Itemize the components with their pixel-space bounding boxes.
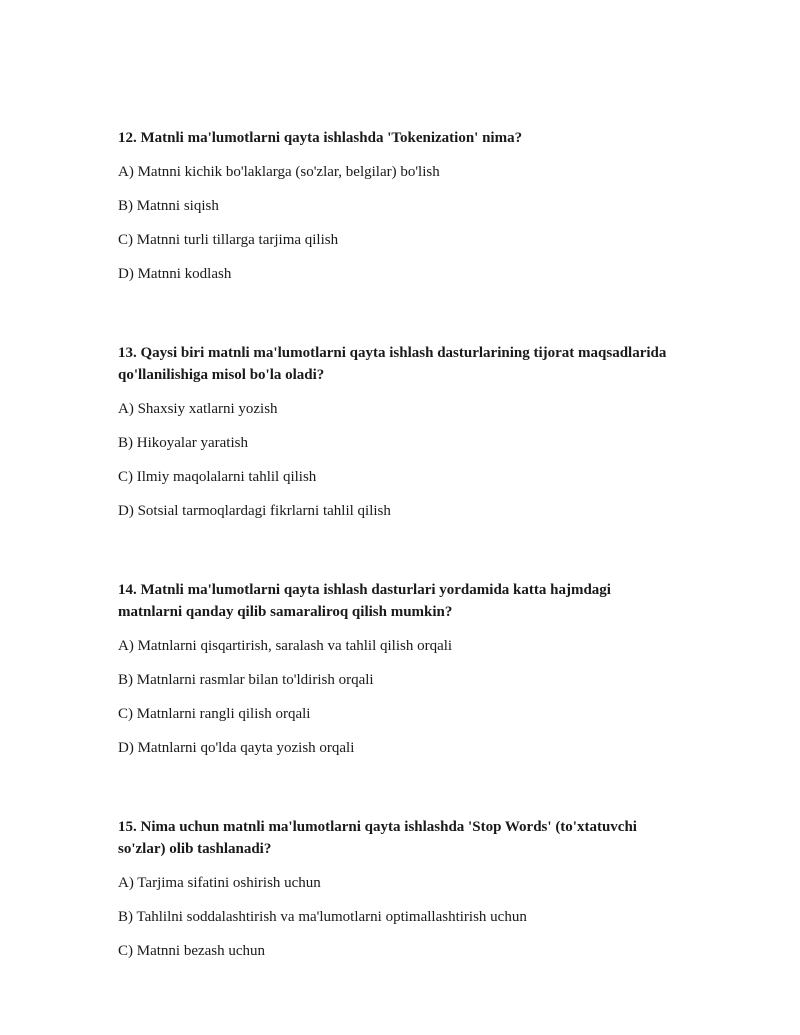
question-text: 12. Matnli ma'lumotlarni qayta ishlashda 'Tokenization' nima? bbox=[118, 130, 523, 146]
option-b: B) Hikoyalar yaratish bbox=[118, 435, 248, 451]
question-12 bbox=[118, 127, 678, 285]
question-text: 15. Nima uchun matnli ma'lumotlarni qayta ishlashda 'Stop Words' (to'xtatuvchi so'zlar) olib tashlanadi? bbox=[118, 819, 637, 857]
option-c: C) Matnni bezash uchun bbox=[118, 943, 266, 959]
option-c: C) Matnni turli tillarga tarjima qilish bbox=[118, 232, 339, 248]
option-b: B) Matnlarni rasmlar bilan to'ldirish orqali bbox=[118, 672, 374, 688]
question-14 bbox=[118, 579, 678, 759]
option-a: A) Matnni kichik bo'laklarga (so'zlar, belgilar) bo'lish bbox=[118, 164, 440, 180]
question-13 bbox=[118, 342, 678, 522]
option-c: C) Matnlarni rangli qilish orqali bbox=[118, 706, 311, 722]
question-text: 14. Matnli ma'lumotlarni qayta ishlash dasturlari yordamida katta hajmdagi matnlarni qanday qilib samaraliroq qilish mumkin? bbox=[118, 582, 611, 620]
option-a: A) Tarjima sifatini oshirish uchun bbox=[118, 875, 321, 891]
option-b: B) Tahlilni soddalashtirish va ma'lumotlarni optimallashtirish uchun bbox=[118, 909, 527, 925]
document-page bbox=[118, 127, 678, 1019]
option-d: D) Sotsial tarmoqlardagi fikrlarni tahlil qilish bbox=[118, 503, 391, 519]
option-c: C) Ilmiy maqolalarni tahlil qilish bbox=[118, 469, 317, 485]
question-15 bbox=[118, 816, 678, 962]
option-d: D) Matnlarni qo'lda qayta yozish orqali bbox=[118, 740, 355, 756]
option-d: D) Matnni kodlash bbox=[118, 266, 232, 282]
question-text: 13. Qaysi biri matnli ma'lumotlarni qayta ishlash dasturlarining tijorat maqsadlarida qo'llanilishiga misol bo'la oladi? bbox=[118, 345, 667, 383]
option-a: A) Shaxsiy xatlarni yozish bbox=[118, 401, 278, 417]
option-b: B) Matnni siqish bbox=[118, 198, 219, 214]
option-a: A) Matnlarni qisqartirish, saralash va tahlil qilish orqali bbox=[118, 638, 453, 654]
